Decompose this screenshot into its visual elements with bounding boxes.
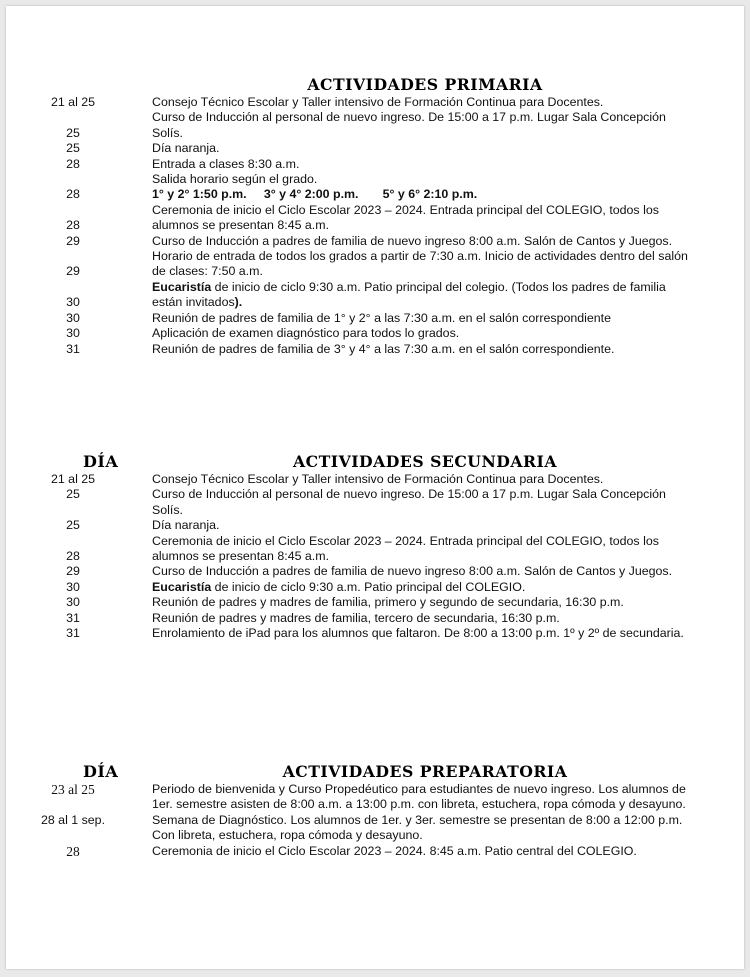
row-day: 29 <box>66 564 80 579</box>
row-text: Curso de Inducción a padres de familia de nuevo ingreso 8:00 a.m. Salón de Cantos y Juegos. <box>152 564 673 579</box>
table-row <box>6 844 744 859</box>
preparatoria-section <box>6 762 744 859</box>
schedule-3-4: 3° y 4° 2:00 p.m. <box>263 187 359 202</box>
primaria-section <box>6 75 744 357</box>
row-day: 30 <box>66 295 80 310</box>
row-day: 25 <box>66 487 80 502</box>
row-day: 30 <box>66 595 80 610</box>
row-day: 28 <box>66 843 80 859</box>
table-row <box>6 342 744 357</box>
row-day: 29 <box>66 233 80 248</box>
table-row <box>6 172 744 187</box>
row-text: Aplicación de examen diagnóstico para todos lo grados. <box>152 326 460 341</box>
row-text: Entrada a clases 8:30 a.m. <box>152 156 300 171</box>
table-row <box>6 534 744 565</box>
preparatoria-title: ACTIVIDADES PREPARATORIA <box>282 762 568 781</box>
row-text: Ceremonia de inicio el Ciclo Escolar 2023 – 2024. 8:45 a.m. Patio central del COLEGIO. <box>152 843 637 858</box>
row-day: 29 <box>66 264 80 279</box>
table-row <box>6 487 744 518</box>
row-text: Reunión de padres y madres de familia, primero y segundo de secundaria, 16:30 p.m. <box>152 595 624 610</box>
primaria-title: ACTIVIDADES PRIMARIA <box>307 75 543 94</box>
row-text: Día naranja. <box>152 141 220 156</box>
row-text: Reunión de padres de familia de 1° y 2° a las 7:30 a.m. en el salón correspondiente <box>152 310 612 325</box>
table-row <box>6 280 744 311</box>
row-day: 28 al 1 sep. <box>40 812 106 827</box>
row-text: Curso de Inducción al personal de nuevo ingreso. De 15:00 a 17 p.m. Lugar Sala Concepción Solís. <box>152 487 666 517</box>
table-row <box>6 472 744 487</box>
row-text: Semana de Diagnóstico. Los alumnos de 1er. y 3er. semestre se presentan de 8:00 a 12:00 p.m. Con libreta, estuchera, ropa cómoda y desayuno. <box>152 812 683 843</box>
row-day: 31 <box>66 341 80 356</box>
row-day: 28 <box>66 156 80 171</box>
row-text: Ceremonia de inicio el Ciclo Escolar 2023 – 2024. Entrada principal del COLEGIO, todos los alumnos se presentan 8:45 a.m. <box>152 533 659 564</box>
eucaristia-text: de inicio de ciclo 9:30 a.m. Patio principal del COLEGIO. <box>211 579 526 594</box>
table-row <box>6 187 744 202</box>
row-day: 28 <box>66 218 80 233</box>
row-text <box>152 580 697 595</box>
table-row <box>6 518 744 533</box>
table-row <box>6 249 744 280</box>
row-day: 21 al 25 <box>50 472 96 486</box>
table-row <box>6 782 744 813</box>
table-row <box>6 611 744 626</box>
row-text: Día naranja. <box>152 518 220 533</box>
table-row <box>6 203 744 234</box>
row-day: 23 al 25 <box>51 782 95 797</box>
preparatoria-header <box>6 762 744 782</box>
row-day: 31 <box>66 626 80 641</box>
secundaria-title: ACTIVIDADES SECUNDARIA <box>292 452 558 471</box>
table-row <box>6 110 744 141</box>
eucaristia-end: ). <box>234 295 243 310</box>
dia-label: DÍA <box>83 762 119 781</box>
row-text: Curso de Inducción a padres de familia de nuevo ingreso 8:00 a.m. Salón de Cantos y Juegos. <box>152 233 673 248</box>
row-day: 28 <box>66 187 80 202</box>
schedule-5-6: 5° y 6° 2:10 p.m. <box>382 187 478 202</box>
row-text: Enrolamiento de iPad para los alumnos que faltaron. De 8:00 a 13:00 p.m. 1º y 2º de secundaria. <box>152 626 684 641</box>
row-day: 28 <box>66 549 80 564</box>
row-day: 30 <box>66 579 80 594</box>
row-day: 25 <box>66 518 80 533</box>
table-row <box>6 813 744 844</box>
table-row <box>6 626 744 641</box>
eucaristia-label: Eucaristía <box>152 579 212 594</box>
document-page <box>6 6 744 969</box>
secundaria-section <box>6 452 744 641</box>
row-day: 25 <box>66 125 80 140</box>
table-row <box>6 564 744 579</box>
row-day: 21 al 25 <box>50 95 96 109</box>
row-day: 31 <box>66 610 80 625</box>
table-row <box>6 234 744 249</box>
row-text <box>152 280 697 311</box>
eucaristia-label: Eucaristía <box>152 279 212 294</box>
row-text: Ceremonia de inicio el Ciclo Escolar 2023 – 2024. Entrada principal del COLEGIO, todos los alumnos se presentan 8:45 a.m. <box>152 202 659 233</box>
row-text <box>152 187 697 202</box>
table-row <box>6 95 744 110</box>
row-day: 30 <box>66 310 80 325</box>
primaria-header <box>6 75 744 95</box>
eucaristia-text: de inicio de ciclo 9:30 a.m. Patio principal del colegio. (Todos los padres de familia están invitados <box>152 279 666 310</box>
secundaria-header <box>6 452 744 472</box>
table-row <box>6 141 744 156</box>
row-text: Consejo Técnico Escolar y Taller intensivo de Formación Continua para Docentes. <box>152 95 604 109</box>
table-row <box>6 157 744 172</box>
row-text: Consejo Técnico Escolar y Taller intensivo de Formación Continua para Docentes. <box>152 472 604 486</box>
table-row <box>6 326 744 341</box>
row-text: Reunión de padres de familia de 3° y 4° a las 7:30 a.m. en el salón correspondiente. <box>152 341 615 356</box>
row-day: 25 <box>66 141 80 156</box>
table-row <box>6 595 744 610</box>
row-text: Periodo de bienvenida y Curso Propedéutico para estudiantes de nuevo ingreso. Los alumnos de 1er. semestre asisten de 8:00 a.m. a 13:00 p.m. con libreta, estuchera, ropa cómoda y desayuno. <box>152 782 686 812</box>
row-text: Salida horario según el grado. <box>152 172 318 187</box>
row-text: Reunión de padres y madres de familia, tercero de secundaria, 16:30 p.m. <box>152 610 560 625</box>
table-row <box>6 311 744 326</box>
row-day: 30 <box>66 326 80 341</box>
schedule-1-2: 1° y 2° 1:50 p.m. <box>152 187 247 202</box>
table-row <box>6 580 744 595</box>
row-text: Curso de Inducción al personal de nuevo ingreso. De 15:00 a 17 p.m. Lugar Sala Concepción Solís. <box>152 110 666 140</box>
row-text: Horario de entrada de todos los grados a partir de 7:30 a.m. Inicio de actividades dentro del salón de clases: 7:50 a.m. <box>152 249 688 279</box>
dia-label: DÍA <box>83 452 119 471</box>
